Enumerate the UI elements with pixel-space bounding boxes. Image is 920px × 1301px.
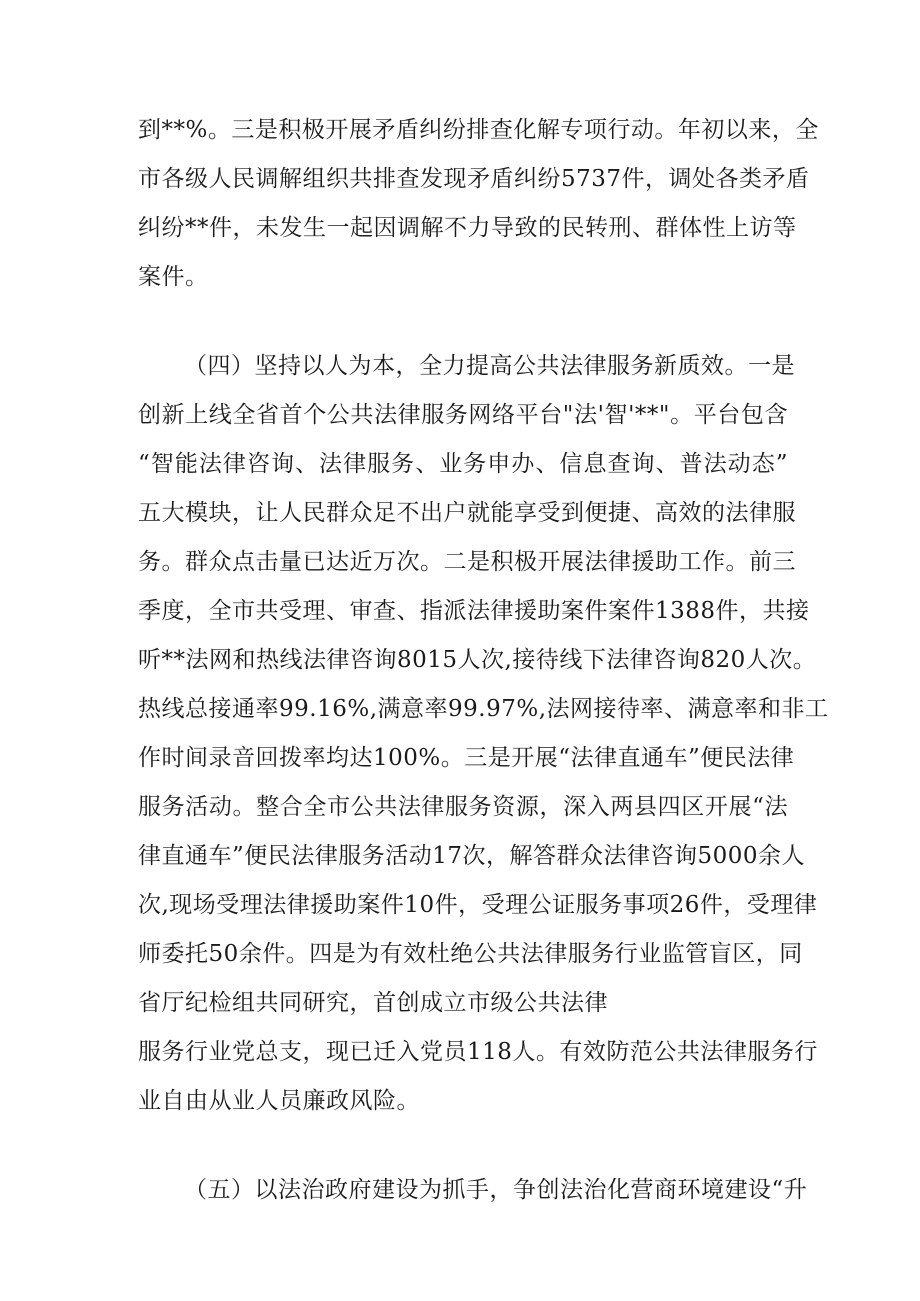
text-line: 创新上线全省首个公共法律服务网络平台"法'智'**"。平台包含: [138, 402, 788, 428]
text-line: 五大模块，让人民群众足不出户就能享受到便捷、高效的法律服: [138, 500, 796, 526]
section-heading-line: （四）坚持以人为本，全力提高公共法律服务新质效。一是: [184, 353, 795, 379]
text-line: 师委托50余件。四是为有效杜绝公共法律服务行业监管盲区，同: [138, 941, 803, 967]
text-line: 次,现场受理法律援助案件10件，受理公证服务事项26件，受理律: [138, 892, 818, 918]
text-line: 热线总接通率99.16%,满意率99.97%,法网接待率、满意率和非工: [138, 696, 829, 722]
text-line: 听**法网和热线法律咨询8015人次,接待线下法律咨询820人次。: [138, 647, 817, 673]
text-line: 务。群众点击量已达近万次。二是积极开展法律援助工作。前三: [138, 549, 796, 575]
text-line: 业自由从业人员廉政风险。: [138, 1088, 420, 1114]
text-line: 律直通车”便民法律服务活动17次，解答群众法律咨询5000余人: [138, 843, 806, 869]
text-line: 作时间录音回拨率均达100%。三是开展“法律直通车”便民法律: [138, 745, 795, 771]
text-line: “智能法律咨询、法律服务、业务申办、信息查询、普法动态”: [138, 451, 788, 477]
text-line: 省厅纪检组共同研究，首创成立市级公共法律: [138, 990, 608, 1016]
text-line: 服务行业党总支，现已迁入党员118人。有效防范公共法律服务行: [138, 1039, 818, 1065]
text-line: 纠纷**件，未发生一起因调解不力导致的民转刑、群体性上访等: [138, 215, 797, 241]
text-line: 季度，全市共受理、审查、指派法律援助案件案件1388件，共接: [138, 598, 810, 624]
text-line: 服务活动。整合全市公共法律服务资源，深入两县四区开展“法: [138, 794, 788, 820]
text-line: 案件。: [138, 264, 209, 290]
text-line: 市各级人民调解组织共排查发现矛盾纠纷5737件，调处各类矛盾: [138, 166, 810, 192]
section-heading-line: （五）以法治政府建设为抓手，争创法治化营商环境建设“升: [184, 1177, 808, 1203]
text-line: 到**%。三是积极开展矛盾纠纷排查化解专项行动。年初以来，全: [138, 117, 819, 143]
